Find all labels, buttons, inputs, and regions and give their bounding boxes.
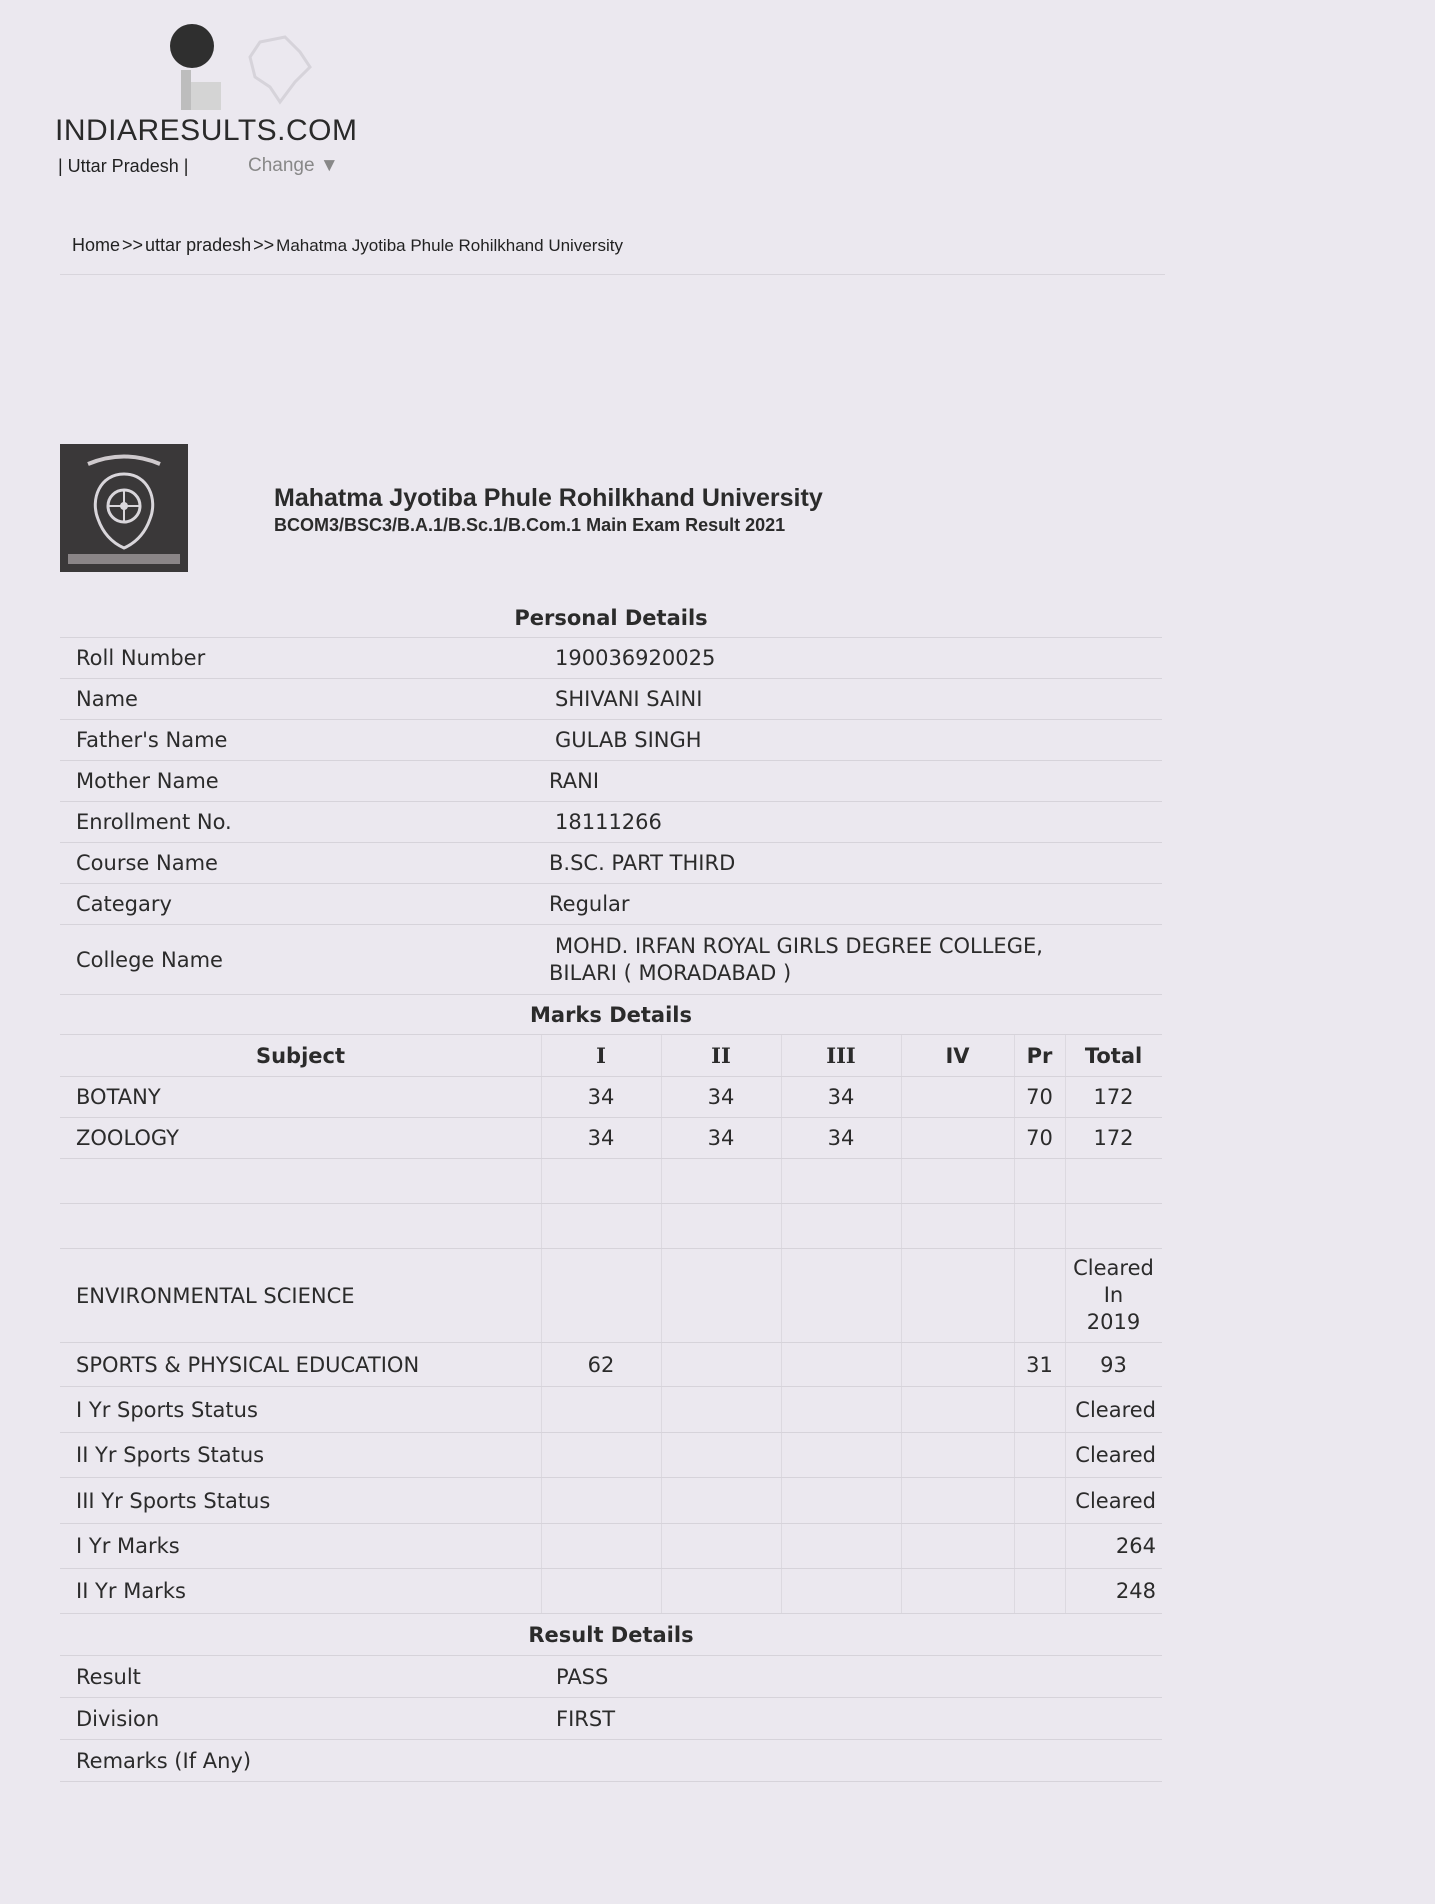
status-label: I Yr Sports Status: [76, 1397, 258, 1422]
breadcrumb: [72, 235, 623, 256]
paper-iii-marks: 34: [827, 1126, 855, 1150]
row-label: Father's Name: [76, 728, 228, 752]
row-label: Name: [76, 687, 138, 711]
row-label: Remarks (If Any): [76, 1748, 252, 1773]
father-name-value: GULAB SINGH: [555, 728, 702, 752]
university-seal-logo: [60, 444, 188, 572]
table-row: [60, 1387, 1162, 1433]
logo-text: INDIARESULTS.COM: [55, 114, 358, 147]
course-name-value: B.SC. PART THIRD: [549, 851, 736, 875]
breadcrumb-separator: >>: [122, 235, 144, 255]
table-row: [60, 802, 1162, 843]
breadcrumb-divider: [60, 274, 1165, 275]
category-value: Regular: [549, 892, 630, 916]
table-row: [60, 1569, 1162, 1614]
status-value: 264: [1115, 1534, 1156, 1558]
total-marks: 172: [1093, 1085, 1134, 1109]
row-label: Roll Number: [76, 646, 206, 670]
change-state-dropdown[interactable]: Change ▼: [248, 155, 339, 176]
row-label: College Name: [76, 947, 223, 972]
marks-details-heading: Marks Details: [60, 995, 1162, 1035]
status-value: Cleared: [1075, 1443, 1156, 1467]
table-row: [60, 1077, 1162, 1118]
college-name-line: BILARI ( MORADABAD ): [549, 960, 792, 985]
row-label: Enrollment No.: [76, 810, 232, 834]
row-label: Division: [76, 1706, 160, 1731]
row-label: Result: [76, 1664, 141, 1689]
paper-ii-marks: 34: [707, 1085, 735, 1109]
practical-marks: 70: [1026, 1126, 1053, 1150]
row-label: Categary: [76, 892, 172, 916]
env-science-status: [1065, 1249, 1162, 1342]
empty-row: [60, 1204, 1162, 1249]
table-row: [60, 1249, 1162, 1343]
college-name-line: MOHD. IRFAN ROYAL GIRLS DEGREE COLLEGE,: [555, 933, 1043, 958]
personal-details-heading: Personal Details: [60, 598, 1162, 638]
table-row: [60, 1740, 1162, 1782]
subject-header: Subject: [255, 1043, 346, 1068]
paper-iii-header: III: [826, 1043, 856, 1068]
total-header: Total: [1084, 1043, 1143, 1068]
breadcrumb-state[interactable]: uttar pradesh: [145, 235, 252, 255]
table-row: [60, 1433, 1162, 1478]
table-row: [60, 1698, 1162, 1740]
empty-row: [60, 1159, 1162, 1204]
result-table: [60, 598, 1162, 1782]
status-line: Cleared: [1073, 1256, 1154, 1280]
result-details-heading: Result Details: [60, 1614, 1162, 1656]
name-value: SHIVANI SAINI: [555, 687, 703, 711]
status-label: III Yr Sports Status: [76, 1488, 271, 1513]
practical-marks: 70: [1026, 1085, 1053, 1109]
table-row: [60, 761, 1162, 802]
status-label: II Yr Marks: [76, 1579, 186, 1603]
marks-block: [60, 1035, 1162, 1614]
paper-ii-header: II: [711, 1043, 731, 1068]
practical-marks: 31: [1026, 1352, 1053, 1377]
paper-i-marks: 34: [587, 1085, 615, 1109]
subject-name: ZOOLOGY: [76, 1126, 179, 1150]
roll-number-value: 190036920025: [555, 646, 716, 670]
row-label: Mother Name: [76, 769, 219, 793]
enrollment-value: 18111266: [555, 810, 662, 834]
paper-i-header: I: [596, 1043, 606, 1068]
table-row: [60, 1656, 1162, 1698]
table-row: [60, 843, 1162, 884]
india-map-icon: [240, 32, 320, 107]
university-seal-icon: [60, 444, 188, 572]
subject-name: BOTANY: [76, 1085, 161, 1109]
breadcrumb-university[interactable]: Mahatma Jyotiba Phule Rohilkhand University: [276, 236, 623, 255]
paper-i-marks: 34: [587, 1126, 615, 1150]
total-marks: 93: [1100, 1352, 1127, 1377]
status-label: I Yr Marks: [76, 1534, 180, 1558]
marks-header-row: [60, 1035, 1162, 1077]
status-label: II Yr Sports Status: [76, 1443, 265, 1467]
table-row: [60, 1118, 1162, 1159]
practical-header: Pr: [1026, 1043, 1053, 1068]
indiaresults-logo-icon: [165, 22, 225, 114]
division-value: FIRST: [556, 1706, 616, 1731]
paper-ii-marks: 34: [707, 1126, 735, 1150]
row-label: Course Name: [76, 851, 218, 875]
breadcrumb-separator: >>: [253, 235, 275, 255]
table-row: [60, 1524, 1162, 1569]
college-name-value: [549, 925, 1043, 994]
status-value: 248: [1115, 1579, 1156, 1603]
paper-iv-header: IV: [945, 1043, 970, 1068]
status-line: In: [1103, 1283, 1124, 1307]
mother-name-value: RANI: [549, 769, 600, 793]
table-row: [60, 720, 1162, 761]
paper-iv-marks: [901, 1118, 1014, 1158]
paper-i-marks: 62: [587, 1352, 615, 1377]
table-row: [60, 679, 1162, 720]
exam-subtitle: BCOM3/BSC3/B.A.1/B.Sc.1/B.Com.1 Main Exam Result 2021: [274, 515, 786, 535]
paper-iv-marks: [901, 1077, 1014, 1117]
university-title: Mahatma Jyotiba Phule Rohilkhand University: [274, 484, 823, 512]
total-marks: 172: [1093, 1126, 1134, 1150]
table-row: [60, 925, 1162, 995]
paper-iii-marks: 34: [827, 1085, 855, 1109]
table-row: [60, 638, 1162, 679]
breadcrumb-home[interactable]: Home: [72, 235, 121, 255]
subject-name: ENVIRONMENTAL SCIENCE: [76, 1283, 355, 1308]
status-value: Cleared: [1075, 1488, 1156, 1513]
result-value: PASS: [556, 1664, 609, 1689]
table-row: [60, 884, 1162, 925]
table-row: [60, 1343, 1162, 1387]
subject-name: SPORTS & PHYSICAL EDUCATION: [76, 1352, 420, 1377]
status-value: Cleared: [1075, 1397, 1156, 1422]
table-row: [60, 1478, 1162, 1524]
status-line: 2019: [1086, 1310, 1141, 1334]
selected-state: | Uttar Pradesh |: [58, 156, 189, 176]
